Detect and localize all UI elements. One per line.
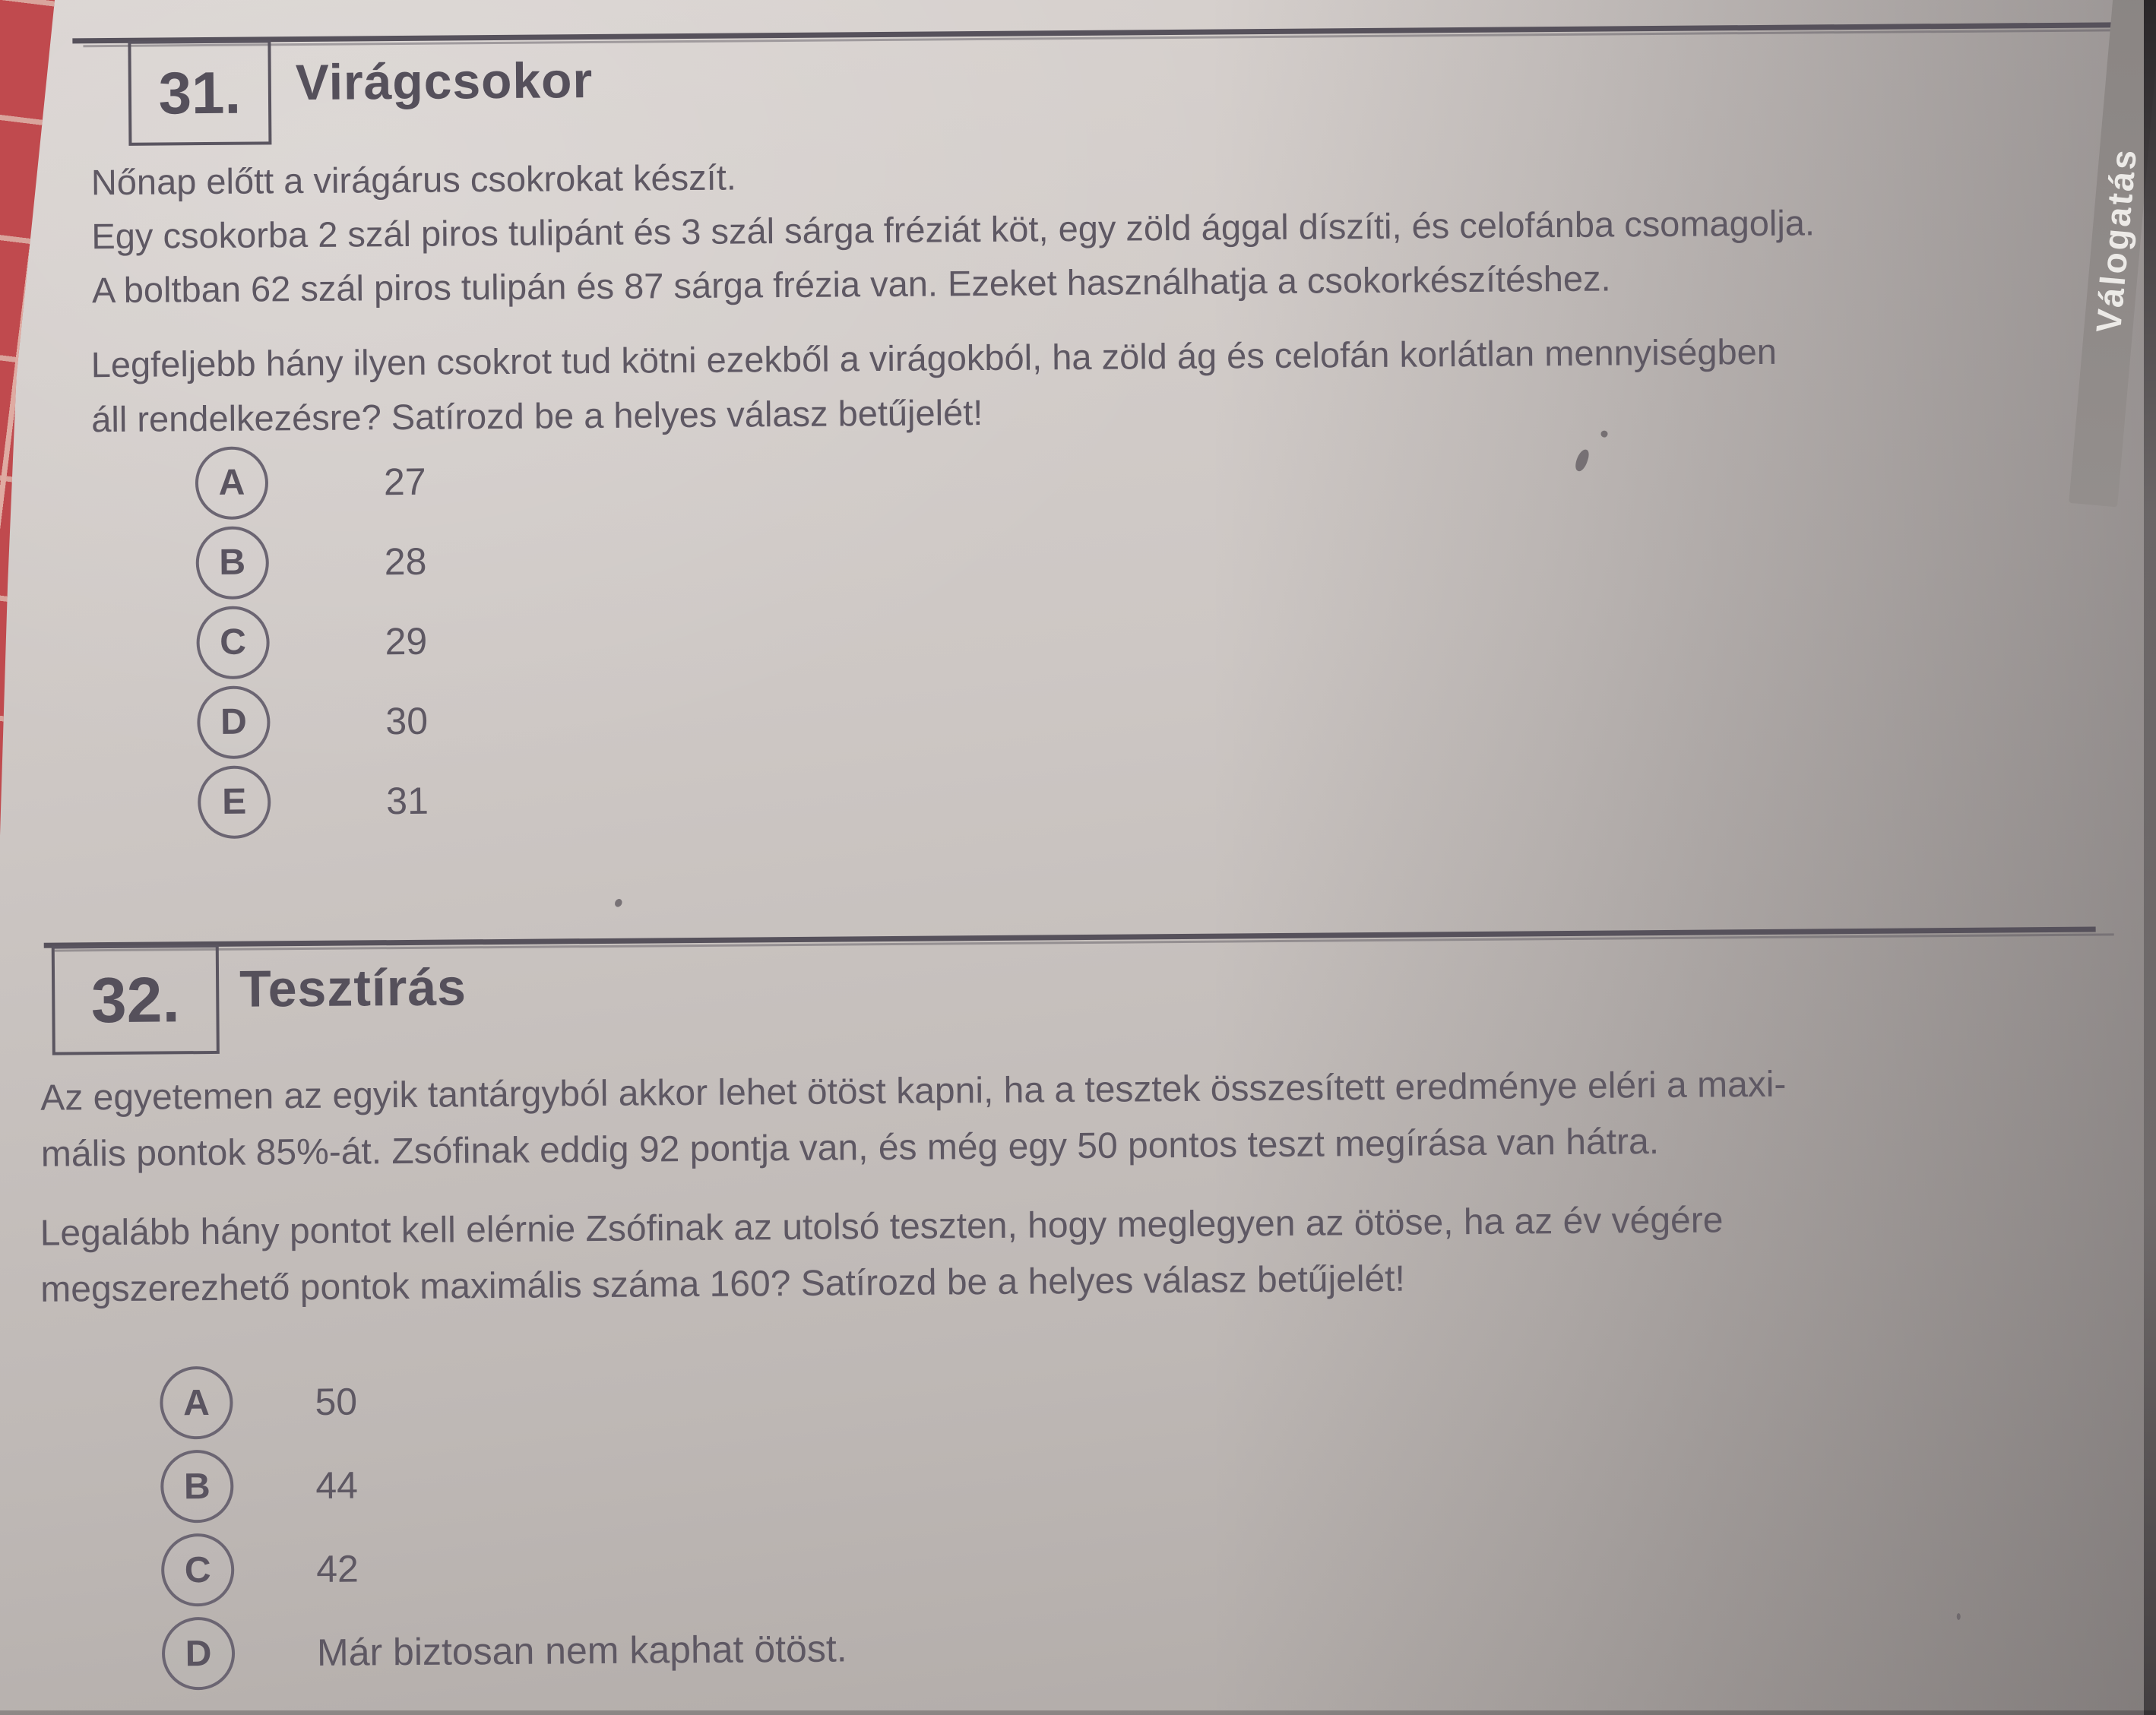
option-letter-badge[interactable] <box>197 685 271 759</box>
option-row <box>196 601 427 682</box>
option-row <box>195 441 426 523</box>
option-row <box>195 521 426 603</box>
intro-line: A boltban 62 szál piros tulipán és 87 sárga frézia van. Ezeket használhatja a csokorkészítéshez. <box>91 258 1611 311</box>
question-line: Legfeljebb hány ilyen csokrot tud kötni ezekből a virágokból, ha zöld ág és celofán korlátlan mennyiségben <box>90 331 1778 385</box>
option-letter: E <box>222 781 247 822</box>
option-row <box>160 1356 845 1444</box>
photo-right-edge <box>2144 0 2156 1715</box>
option-letter-badge[interactable] <box>196 606 270 679</box>
option-letter: A <box>182 1382 210 1423</box>
option-letter-badge[interactable] <box>162 1617 236 1691</box>
intro-line: Nőnap előtt a virágárus csokrokat készít. <box>90 157 737 203</box>
option-letter: D <box>185 1633 212 1674</box>
problem-number: 32. <box>90 963 181 1036</box>
option-value: 44 <box>315 1463 359 1507</box>
option-letter-badge[interactable] <box>160 1366 233 1440</box>
question-line: áll rendelkezésre? Satírozd be a helyes válasz betűjelét! <box>91 392 983 440</box>
problem-number-box <box>128 40 271 145</box>
option-letter-badge[interactable] <box>161 1533 235 1607</box>
problem-question <box>90 324 1777 447</box>
option-letter: B <box>219 542 246 583</box>
side-tab-label: Válogatás <box>2088 145 2145 334</box>
section-rule <box>44 927 2096 948</box>
option-value: 31 <box>386 779 429 822</box>
option-letter: A <box>218 462 245 503</box>
problem-title: Tesztírás <box>239 958 467 1018</box>
ink-smudge <box>613 897 623 908</box>
option-value: Már biztosan nem kaphat ötöst. <box>316 1627 847 1674</box>
option-letter-badge[interactable] <box>198 765 271 839</box>
option-letter-badge[interactable] <box>160 1450 234 1524</box>
option-value: 50 <box>315 1380 358 1423</box>
question-line: Legalább hány pontot kell elérnie Zsófinak az utolsó teszten, hogy meglegyen az ötöse, ha az év végére <box>40 1200 1724 1254</box>
ink-smudge <box>1600 431 1607 438</box>
option-letter: C <box>184 1549 211 1590</box>
option-value: 30 <box>385 699 429 742</box>
option-value: 27 <box>383 460 426 503</box>
option-value: 28 <box>384 539 427 583</box>
answer-options <box>195 441 429 842</box>
option-row <box>198 761 429 842</box>
problem-intro <box>40 1057 1787 1183</box>
section-rule <box>72 22 2129 43</box>
option-row <box>162 1606 847 1695</box>
answer-options <box>160 1356 847 1695</box>
option-letter-badge[interactable] <box>195 446 269 520</box>
option-letter: B <box>183 1466 211 1507</box>
option-row <box>161 1523 847 1612</box>
option-value: 42 <box>315 1547 359 1590</box>
option-letter-badge[interactable] <box>195 526 269 600</box>
question-line: megszerezhető pontok maximális száma 160? Satírozd be a helyes válasz betűjelét! <box>40 1258 1406 1310</box>
intro-line: Az egyetemen az egyik tantárgyból akkor lehet ötöst kapni, ha a tesztek összesített eredménye eléri a maxi- <box>40 1064 1787 1119</box>
option-row <box>197 681 428 762</box>
problem-title: Virágcsokor <box>295 52 594 111</box>
intro-line: Egy csokorba 2 szál piros tulipánt és 3 szál sárga fréziát köt, egy zöld ággal díszíti, és celofánba csomagolja. <box>91 202 1816 257</box>
option-letter: C <box>220 622 247 663</box>
problem-question <box>40 1192 1724 1318</box>
option-letter: D <box>220 701 247 742</box>
photo-bottom-edge <box>0 1710 2156 1715</box>
intro-line: mális pontok 85%-át. Zsófinak eddig 92 pontja van, és még egy 50 pontos teszt megírása van hátra. <box>40 1122 1660 1175</box>
ink-smudge <box>1957 1613 1961 1620</box>
problem-number-box <box>52 945 220 1055</box>
problem-intro <box>91 141 1816 317</box>
ink-smudge <box>1574 448 1591 473</box>
option-value: 29 <box>385 619 428 663</box>
option-row <box>160 1439 846 1528</box>
problem-number: 31. <box>158 59 242 127</box>
